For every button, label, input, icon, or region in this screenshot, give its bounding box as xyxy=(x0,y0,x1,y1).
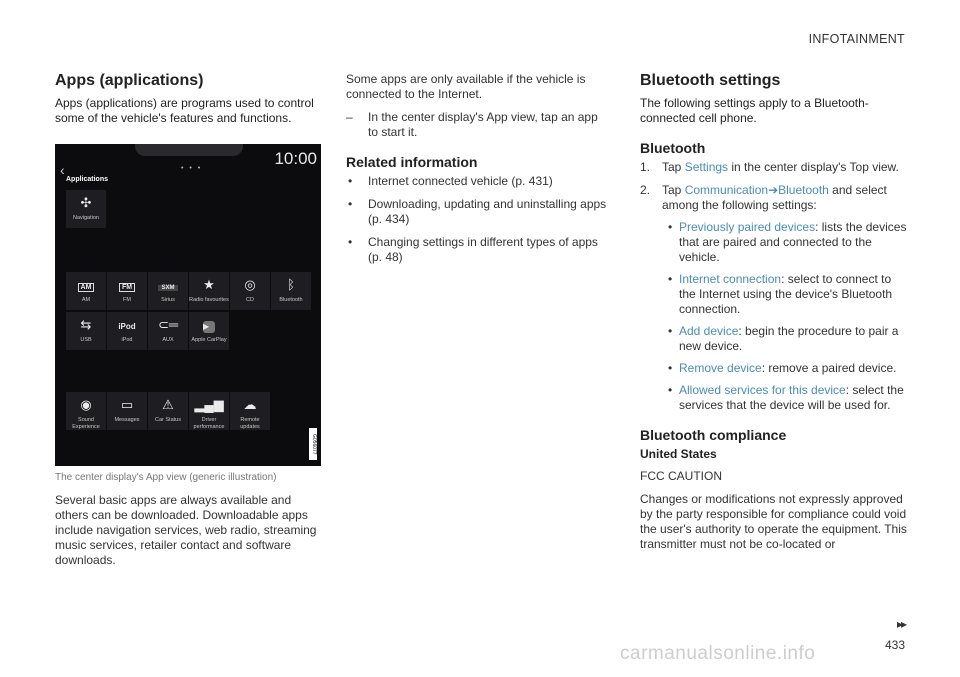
illustration-code: G056077 xyxy=(309,428,317,460)
related-list xyxy=(346,174,611,265)
bar-graph-icon: ▂▄▆ xyxy=(194,397,224,412)
bluetooth-title: Bluetooth settings xyxy=(640,72,781,89)
apps-column-2 xyxy=(346,72,611,273)
disc-icon: ◎ xyxy=(244,277,256,292)
bluetooth-intro: The following settings apply to a Bluetooth-connected cell phone. xyxy=(640,96,869,125)
settings-link: Settings xyxy=(684,160,729,174)
option-item: • Internet connection: select to connect to the Internet using the device's Bluetooth connection. xyxy=(662,272,908,317)
arrow-right-icon: ➔ xyxy=(768,183,779,197)
fm-radio-icon: FM xyxy=(119,277,135,293)
tile-car-status: ⚠ Car Status xyxy=(148,392,188,430)
aux-plug-icon: ⊂═ xyxy=(157,317,179,332)
option-item: • Add device: begin the procedure to pair a new device. xyxy=(662,324,908,354)
screen-title: Applications xyxy=(66,176,109,183)
tile-sound-experience: ◉ Sound Experience xyxy=(66,392,106,430)
bluetooth-subtitle: Bluetooth xyxy=(640,140,706,156)
tile-navigation: ✣ Navigation xyxy=(66,190,106,228)
communication-link: Communication xyxy=(684,183,769,197)
option-item: • Previously paired devices: lists the devices that are paired and connected to the vehicle. xyxy=(662,220,908,265)
region-title: United States xyxy=(640,447,717,461)
usb-icon: ⇆ xyxy=(80,317,92,332)
cloud-download-icon: ☁ xyxy=(243,397,257,412)
warning-triangle-icon: ⚠ xyxy=(162,397,174,412)
bluetooth-options xyxy=(662,220,908,413)
bluetooth-steps xyxy=(640,160,908,413)
compliance-title: Bluetooth compliance xyxy=(640,427,787,443)
tile-cd: ◎ CD xyxy=(230,272,270,310)
internet-note: Some apps are only available if the vehicle is connected to the Internet. xyxy=(346,72,586,101)
carplay-icon: ▶ xyxy=(203,317,215,333)
star-radio-icon: ★ xyxy=(203,277,215,292)
tile-bluetooth: ᛒ Bluetooth xyxy=(271,272,311,310)
app-view-illustration xyxy=(55,144,321,466)
tile-remote-updates: ☁ Remote updates xyxy=(230,392,270,430)
option-item: • Allowed services for this device: select the services that the device will be used for. xyxy=(662,383,908,413)
tile-ipod: iPod iPod xyxy=(107,312,147,350)
tile-sirius: SXM Sirius xyxy=(148,272,188,310)
related-title: Related information xyxy=(346,154,478,170)
sxm-icon: SXM xyxy=(158,277,177,293)
section-header: INFOTAINMENT xyxy=(808,32,905,46)
related-link[interactable]: • Internet connected vehicle (p. 431) xyxy=(346,174,611,189)
tile-messages: ▭ Messages xyxy=(107,392,147,430)
bluetooth-column xyxy=(640,72,908,560)
tile-apple-carplay: ▶ Apple CarPlay xyxy=(189,312,229,350)
bluetooth-link: Bluetooth xyxy=(778,183,829,197)
watermark: carmanualsonline.info xyxy=(620,643,816,664)
related-link[interactable]: • Downloading, updating and uninstalling apps (p. 434) xyxy=(346,197,611,227)
page-dots-icon: • • • xyxy=(181,165,203,172)
step-2: 2. Tap Communication➔Bluetooth and select among the following settings: • Previously paired devices: lists the devices that are paired and connected to the vehicle. • Internet connection: select to connect to the Internet using the device's Bluetooth connection. • Add device: begin the procedure to pair a new device. • Remove device: remove a paired device. • Allowed services for this device: select the services that the device will be used for. xyxy=(640,183,908,413)
speaker-icon: ◉ xyxy=(80,397,92,412)
apps-body: Several basic apps are always available and others can be downloaded. Downloadable apps include navigation services, web radio, streaming music services, retailer contact and software downloads. xyxy=(55,493,317,567)
page-number: 433 xyxy=(884,638,905,652)
option-item: • Remove device: remove a paired device. xyxy=(662,361,908,376)
back-chevron-icon: ‹ xyxy=(60,162,65,178)
fcc-caution: FCC CAUTION xyxy=(640,469,722,483)
tile-radio-favourites: ★ Radio favourites xyxy=(189,272,229,310)
message-icon: ▭ xyxy=(120,397,134,412)
fcc-text: Changes or modifications not expressly approved by the party responsible for compliance could void the user's authority to operate the equipment. This transmitter must not be co-located or xyxy=(640,492,907,551)
compass-icon: ✣ xyxy=(80,195,92,210)
tile-usb: ⇆ USB xyxy=(66,312,106,350)
related-link[interactable]: • Changing settings in different types of apps (p. 48) xyxy=(346,235,611,265)
am-radio-icon: AM xyxy=(78,277,95,293)
start-app-step: – In the center display's App view, tap an app to start it. xyxy=(346,110,598,139)
tile-am: AM AM xyxy=(66,272,106,310)
apps-intro: Apps (applications) are programs used to control some of the vehicle's features and functions. xyxy=(55,96,314,125)
screen-top-handle xyxy=(135,144,243,156)
apps-title: Apps (applications) xyxy=(55,72,204,89)
ipod-icon: iPod xyxy=(118,322,136,331)
screen-clock: 10:00 xyxy=(274,149,317,168)
illustration-caption: The center display's App view (generic illustration) xyxy=(55,472,277,483)
continued-arrow-icon: ▸▸ xyxy=(896,617,905,631)
tile-driver-performance: ▂▄▆ Driver performance xyxy=(189,392,229,430)
tile-fm: FM FM xyxy=(107,272,147,310)
bluetooth-icon: ᛒ xyxy=(287,277,295,292)
step-1: 1. Tap Settings in the center display's Top view. xyxy=(640,160,899,174)
apps-column xyxy=(55,72,325,576)
tile-aux: ⊂═ AUX xyxy=(148,312,188,350)
